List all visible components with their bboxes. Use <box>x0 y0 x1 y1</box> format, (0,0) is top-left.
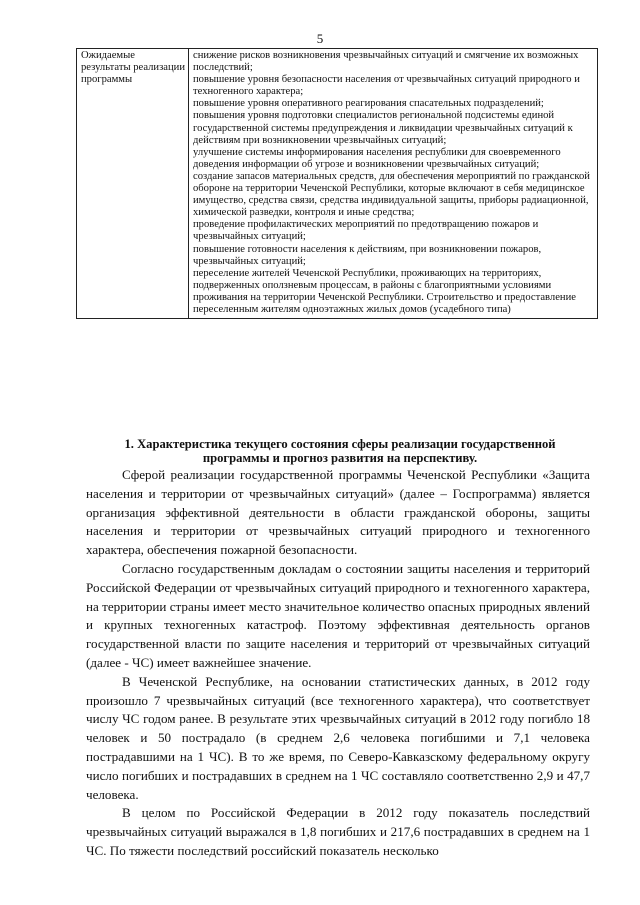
expected-results-table <box>76 48 598 319</box>
result-item: снижение рисков возникновения чрезвычайных ситуаций и смягчение их возможных последствий; <box>193 50 579 74</box>
result-item: повышения уровня подготовки специалистов региональной подсистемы единой государственной системы предупреждения и ликвидации чрезвычайных ситуаций к действиям при возникновении чрезвычайных ситуаций; <box>193 110 573 146</box>
section-title: 1. Характеристика текущего состояния сферы реализации государственной программы и прогноз развития на перспективу. <box>124 437 556 465</box>
table-row <box>77 49 598 319</box>
result-item: повышение уровня оперативного реагирования спасательных подразделений; <box>193 98 544 110</box>
result-item: повышение уровня безопасности населения от чрезвычайных ситуаций природного и техногенного характера; <box>193 74 580 98</box>
result-item: создание запасов материальных средств, для обеспечения мероприятий по гражданской обороне на территории Чеченской Республики, которые включают в себя медицинское имущество, средства связи, средства индивидуальной защиты, приборы радиационной, химической разведки, контроля и иные средства; <box>193 170 590 219</box>
result-item: проведение профилактических мероприятий по предотвращению пожаров и чрезвычайных ситуаций; <box>193 219 539 243</box>
paragraph: В целом по Российской Федерации в 2012 году показатель последствий чрезвычайных ситуаций выражался в 1,8 погибших и 217,6 пострадавших в среднем на 1 ЧС. По тяжести последствий российский показатель несколько <box>86 805 590 858</box>
result-item: улучшение системы информирования населения республики для своевременного доведения информации об угрозе и возникновении чрезвычайных ситуаций; <box>193 146 561 170</box>
table-label-cell: Ожидаемые результаты реализации программы <box>77 49 189 319</box>
paragraph: Сферой реализации государственной программы Чеченской Республики «Защита населения и территории от чрезвычайных ситуаций» (далее – Госпрограмма) является организация эффективной деятельности в области гражданской обороны, защиты населения и территории от чрезвычайных ситуаций природного и техногенного характера, обеспечения пожарной безопасности. <box>86 467 590 558</box>
table-content-cell <box>189 49 598 319</box>
result-item: повышение готовности населения к действиям, при возникновении пожаров, чрезвычайных ситуаций; <box>193 243 542 267</box>
paragraph: В Чеченской Республике, на основании статистических данных, в 2012 году произошло 7 чрезвычайных ситуаций (все техногенного характера), что соответствует числу ЧС годом ранее. В результате этих чрезвычайных ситуаций в 2012 году погибло 18 человек и 50 пострадало (в среднем 2,6 человека погибшими и 7,1 человека пострадавшими на 1 ЧС). В то же время, по Северо-Кавказскому федеральному округу число погибших и пострадавших в среднем на 1 ЧС составляло соответственно 2,9 и 47,7 человека. <box>86 673 590 802</box>
section-body <box>86 466 590 861</box>
result-item: переселение жителей Чеченской Республики, проживающих на территориях, подверженных оползневым процессам, в районы с благоприятными условиями проживания на территории Чеченской Республики. Строительство и предоставление переселенным жителям одноэтажных жилых домов (усадебного типа) <box>193 267 576 315</box>
page-number: 5 <box>316 31 324 46</box>
paragraph: Согласно государственным докладам о состоянии защиты населения и территорий Российской Федерации от чрезвычайных ситуаций природного и техногенного характера, на территории страны имеет место значительное количество опасных природных явлений и крупных техногенных катастроф. Поэтому эффективная деятельность органов государственной власти по защите населения и территорий от чрезвычайных ситуаций (далее - ЧС) имеет важнейшее значение. <box>86 560 590 670</box>
